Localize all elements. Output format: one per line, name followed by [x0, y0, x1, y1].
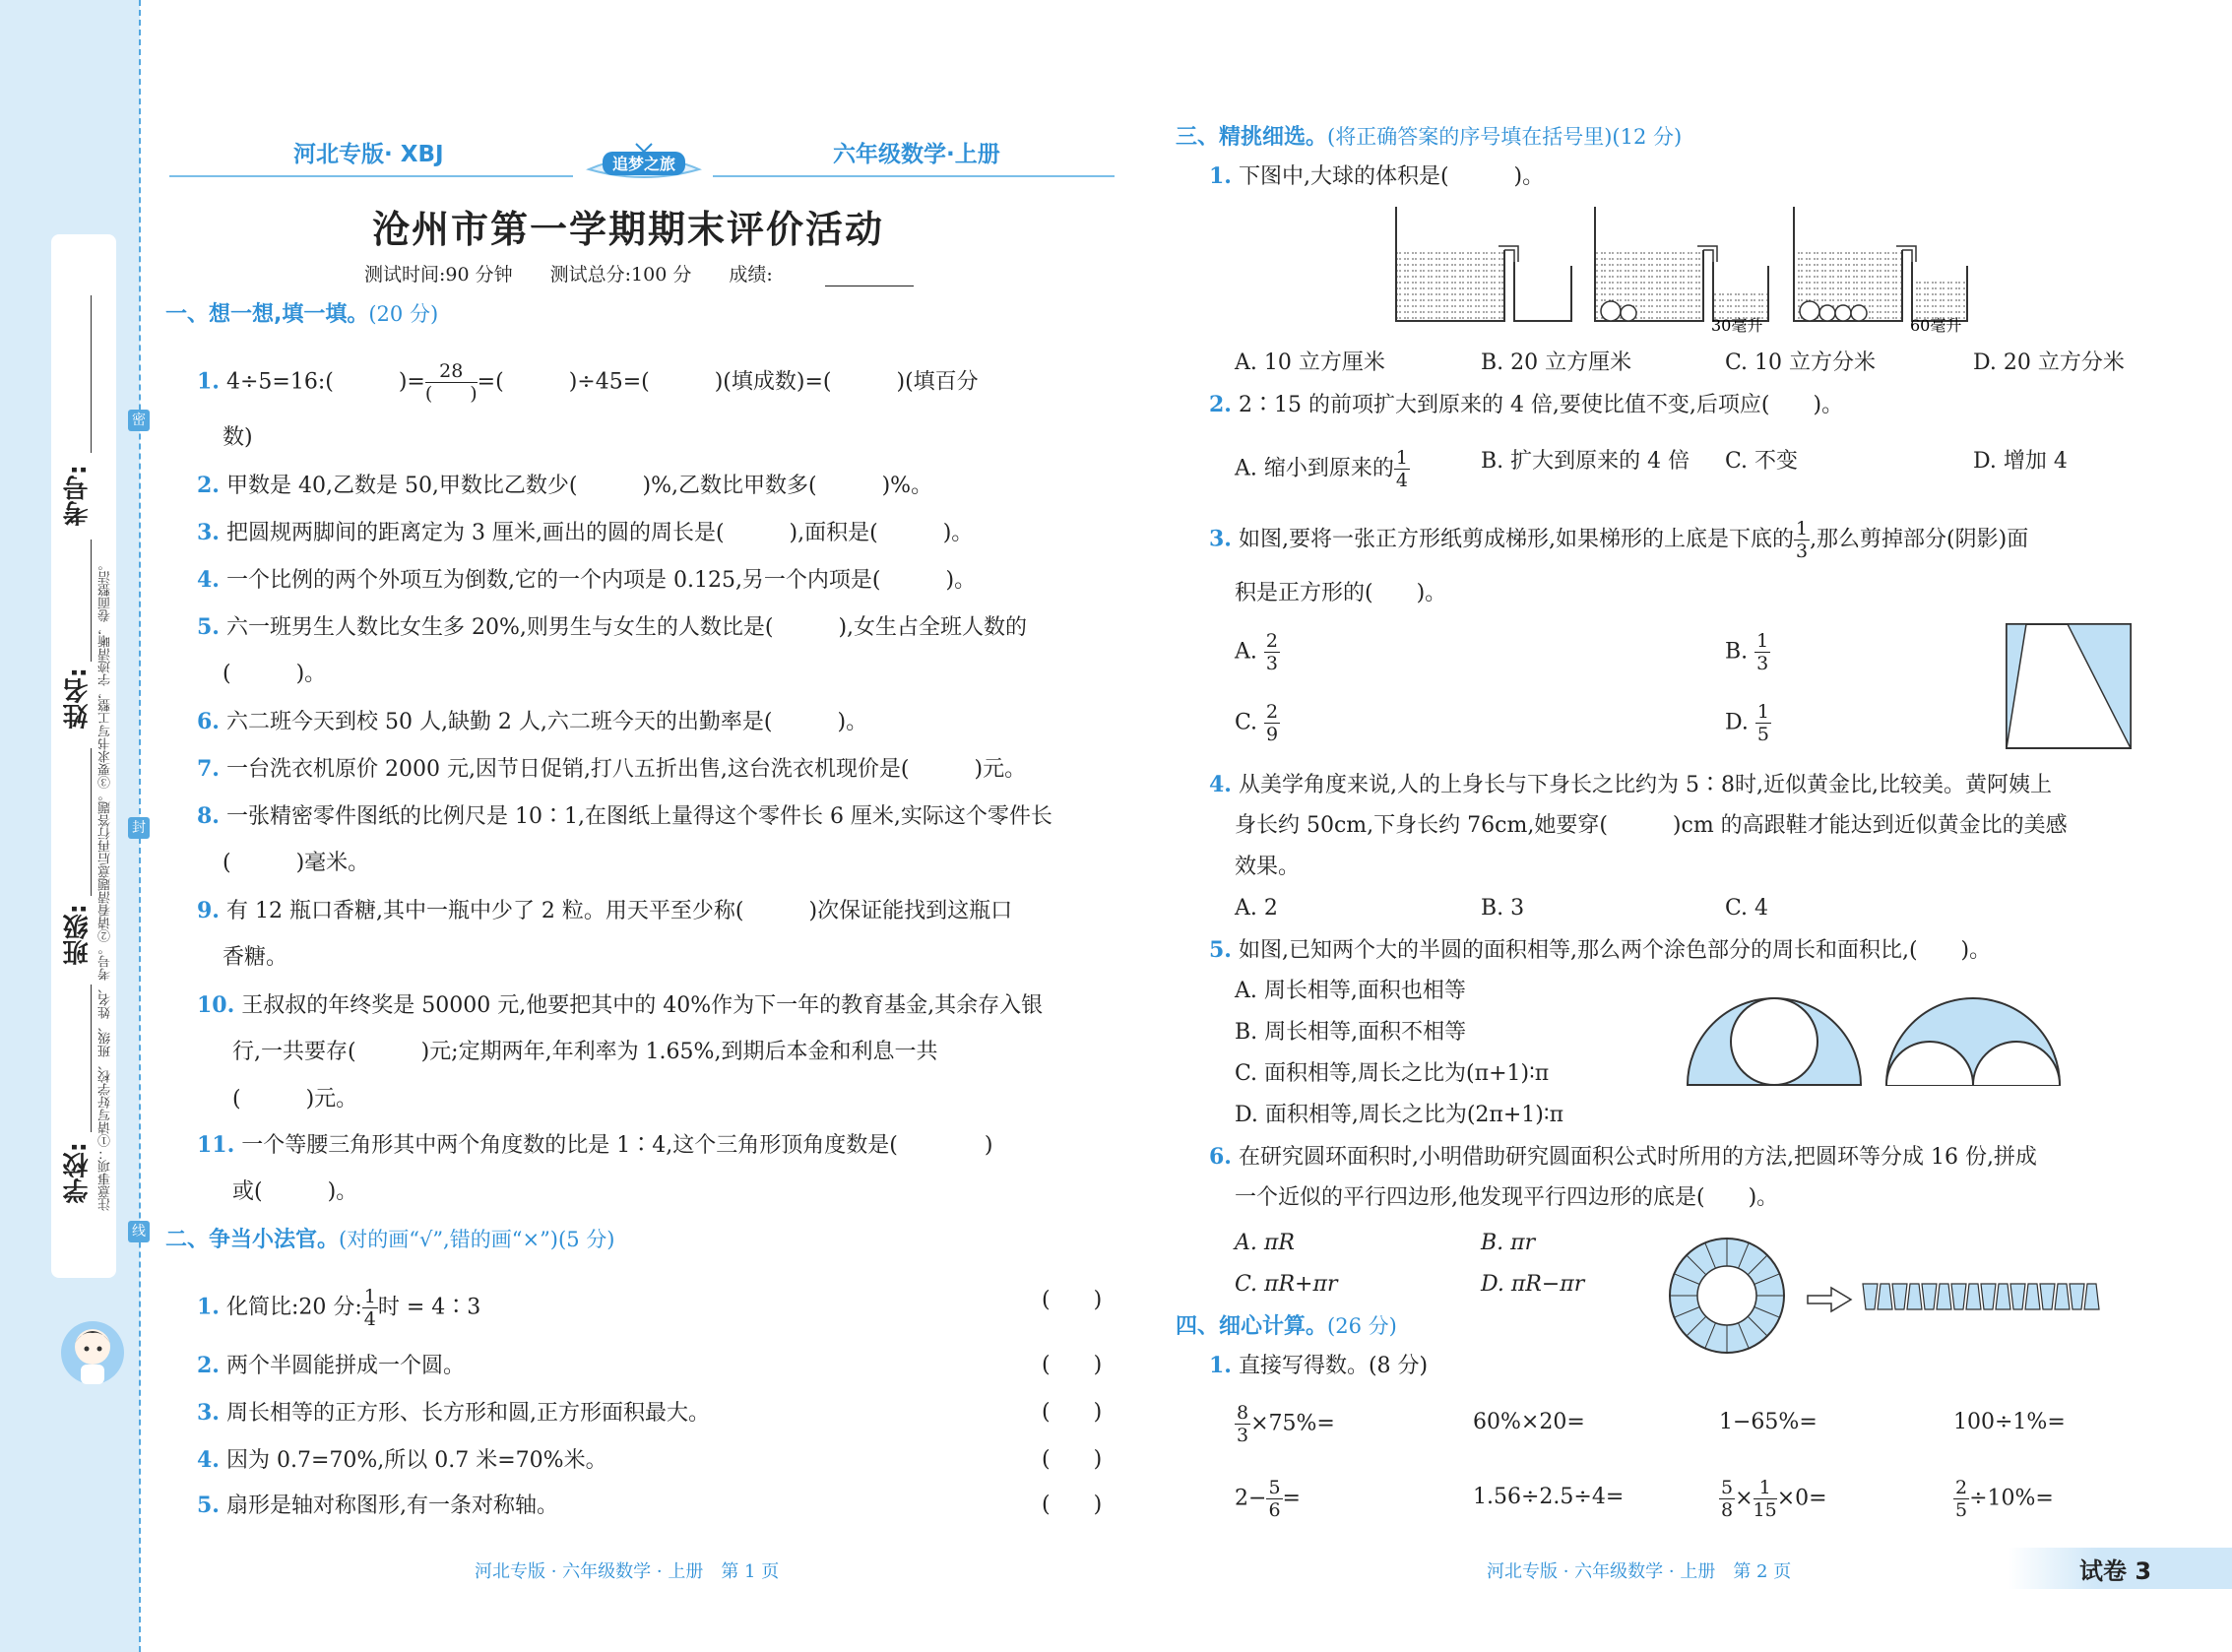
- question-2-3: 3. 周长相等的正方形、长方形和圆,正方形面积最大。: [197, 1400, 710, 1426]
- seal-mark-feng: 封: [128, 817, 150, 839]
- question-1-10-cont2: ( )元。: [232, 1087, 358, 1112]
- calc-4: 100÷1%=: [1953, 1410, 2066, 1434]
- q3-5-option-a[interactable]: A. 周长相等,面积也相等: [1235, 979, 1466, 1003]
- beakers-figure: [1388, 203, 1979, 341]
- question-1-1-cont: 数): [223, 425, 253, 450]
- q3-4-option-c[interactable]: C. 4: [1725, 896, 1769, 921]
- label-school: 学校:: [63, 1142, 93, 1204]
- question-4-1: 1. 直接写得数。(8 分): [1209, 1353, 1429, 1378]
- q3-2-option-c[interactable]: C. 不变: [1725, 449, 1799, 474]
- question-1-10: 10. 王叔叔的年终奖是 50000 元,他要把其中的 40%作为下一年的教育基金,其余存入银: [197, 992, 1044, 1018]
- q3-1-option-a[interactable]: A. 10 立方厘米: [1235, 350, 1385, 375]
- question-3-2: 2. 2∶15 的前项扩大到原来的 4 倍,要使比值不变,后项应( )。: [1209, 392, 1844, 417]
- question-3-4-cont: 身长约 50cm,下身长约 76cm,她要穿( )cm 的高跟鞋才能达到近似黄金比的美感: [1235, 813, 2068, 838]
- beaker-label-30: 30毫升: [1711, 316, 1763, 335]
- calc-5: 2− $\frac{5}{6}$ =: [1235, 1477, 1301, 1521]
- q3-4-option-a[interactable]: A. 2: [1235, 896, 1278, 921]
- question-2-1: 1. 化简比:20 分: $\frac{1}{4}$ 时 = 4∶3: [197, 1286, 481, 1330]
- label-class: 班级:: [63, 904, 93, 966]
- question-1-6: 6. 六二班今天到校 50 人,缺勤 2 人,六二班今天的出勤率是( )。: [197, 709, 868, 734]
- q3-4-option-b[interactable]: B. 3: [1481, 896, 1525, 921]
- q3-3-option-d[interactable]: D. $\frac{1}{5}$: [1725, 701, 1769, 745]
- ring-rearrange-figure: [1666, 1235, 2111, 1357]
- judge-paren-1[interactable]: ( ): [1042, 1288, 1103, 1312]
- q3-6-option-b[interactable]: B. πr: [1481, 1231, 1536, 1255]
- semicircles-figure: [1684, 994, 2066, 1089]
- class-line: [91, 748, 92, 896]
- calc-8: $\frac{2}{5}$ ÷10%=: [1955, 1477, 2054, 1521]
- school-line: [91, 985, 92, 1132]
- q3-5-option-b[interactable]: B. 周长相等,面积不相等: [1235, 1020, 1467, 1045]
- grade-label: 六年级数学·上册: [833, 142, 1000, 167]
- calc-1: $\frac{8}{3}$ ×75%=: [1237, 1402, 1335, 1446]
- question-3-6: 6. 在研究圆环面积时,小明借助研究圆面积公式时所用的方法,把圆环等分成 16 份,拼成: [1209, 1144, 2037, 1170]
- judge-paren-3[interactable]: ( ): [1042, 1400, 1103, 1425]
- label-name: 姓名:: [63, 667, 93, 730]
- footer-page-2: 河北专版 · 六年级数学 · 上册 第 2 页: [1487, 1561, 1792, 1582]
- calc-2: 60%×20=: [1473, 1410, 1585, 1434]
- question-1-11-cont: 或( )。: [232, 1179, 358, 1204]
- question-3-6-cont: 一个近似的平行四边形,他发现平行四边形的底是( )。: [1235, 1185, 1779, 1210]
- q3-3-option-a[interactable]: A. $\frac{2}{3}$: [1235, 630, 1278, 674]
- page-title: 沧州市第一学期期末评价活动: [372, 207, 885, 251]
- judge-paren-2[interactable]: ( ): [1042, 1353, 1103, 1377]
- question-1-8-cont: ( )毫米。: [223, 851, 370, 875]
- question-1-11: 11. 一个等腰三角形其中两个角度数的比是 1∶4,这个三角形顶角度数是( ): [197, 1132, 993, 1158]
- footer-page-1: 河北专版 · 六年级数学 · 上册 第 1 页: [475, 1561, 780, 1582]
- exam-meta: 测试时间:90 分钟 测试总分:100 分 成绩:: [364, 264, 773, 286]
- question-1-9-cont: 香糖。: [223, 945, 288, 970]
- seal-mark-xian: 线: [128, 1221, 150, 1242]
- question-1-10-cont: 行,一共要存( )元;定期两年,年利率为 1.65%,到期后本金和利息一共: [232, 1040, 938, 1064]
- test-paper-badge: 试卷 3: [2079, 1557, 2152, 1585]
- q3-6-option-a[interactable]: A. πR: [1235, 1231, 1295, 1255]
- q3-5-option-d[interactable]: D. 面积相等,周长之比为(2π+1)∶π: [1235, 1103, 1564, 1127]
- question-3-5: 5. 如图,已知两个大的半圆的面积相等,那么两个涂色部分的周长和面积比,( )。: [1209, 937, 1992, 963]
- q3-1-option-d[interactable]: D. 20 立方分米: [1973, 350, 2125, 375]
- q3-6-option-c[interactable]: C. πR+πr: [1235, 1272, 1338, 1297]
- question-1-4: 4. 一个比例的两个外项互为倒数,它的一个内项是 0.125,另一个内项是( )。: [197, 567, 977, 593]
- question-3-4: 4. 从美学角度来说,人的上身长与下身长之比约为 5∶8时,近似黄金比,比较美。黄阿姨上: [1209, 772, 2052, 797]
- question-1-9: 9. 有 12 瓶口香糖,其中一瓶中少了 2 粒。用天平至少称( )次保证能找到这瓶口: [197, 898, 1013, 923]
- mascot-icon: [47, 1309, 142, 1398]
- section-3-title: 三、精挑细选。(将正确答案的序号填在括号里)(12 分): [1176, 125, 1683, 150]
- edition-label: 河北专版· XBJ: [293, 142, 444, 167]
- question-1-1: 1. 4÷5=16:( )= $\frac{28}{( )}$ =( )÷45=( )(填成数)=( )(填百分: [197, 360, 979, 405]
- q3-5-option-c[interactable]: C. 面积相等,周长之比为(π+1)∶π: [1235, 1061, 1550, 1086]
- question-3-1: 1. 下图中,大球的体积是( )。: [1209, 163, 1545, 189]
- question-2-5: 5. 扇形是轴对称图形,有一条对称轴。: [197, 1493, 558, 1518]
- question-1-2: 2. 甲数是 40,乙数是 50,甲数比乙数少( )%,乙数比甲数多( )%。: [197, 473, 933, 498]
- fraction-28: $\frac{28}{( )}$: [424, 360, 478, 405]
- question-3-3-cont: 积是正方形的( )。: [1235, 581, 1447, 605]
- question-2-4: 4. 因为 0.7=70%,所以 0.7 米=70%米。: [197, 1447, 607, 1473]
- judge-paren-4[interactable]: ( ): [1042, 1447, 1103, 1472]
- calc-7: $\frac{5}{8}$ × $\frac{1}{15}$ ×0=: [1721, 1477, 1827, 1521]
- notice-text: 注意事项：①请写好学校、班级、姓名、考号。②请看清题意后再行答题。③要求书写工整，字迹清晰，卷面整洁。: [98, 558, 113, 1211]
- question-1-3: 3. 把圆规两脚间的距离定为 3 厘米,画出的圆的周长是( ),面积是( )。: [197, 520, 974, 545]
- beaker-label-60: 60毫升: [1910, 316, 1962, 335]
- q3-3-option-b[interactable]: B. $\frac{1}{3}$: [1725, 630, 1769, 674]
- square-trapezoid-figure: [2005, 622, 2135, 752]
- header-rule-left: [169, 175, 573, 177]
- seal-mark-mi: 密: [128, 410, 150, 431]
- q3-1-option-c[interactable]: C. 10 立方分米: [1725, 350, 1877, 375]
- judge-paren-5[interactable]: ( ): [1042, 1493, 1103, 1517]
- name-line: [91, 540, 92, 662]
- calc-3: 1−65%=: [1719, 1410, 1817, 1434]
- brand-logo: [583, 140, 705, 185]
- q3-2-option-b[interactable]: B. 扩大到原来的 4 倍: [1481, 449, 1690, 474]
- question-1-5: 5. 六一班男生人数比女生多 20%,则男生与女生的人数比是( ),女生占全班人数的: [197, 614, 1028, 640]
- calc-6: 1.56÷2.5÷4=: [1473, 1485, 1625, 1509]
- header-rule-right: [713, 175, 1115, 177]
- question-1-5-cont: ( )。: [223, 662, 327, 686]
- q3-6-option-d[interactable]: D. πR−πr: [1481, 1272, 1585, 1297]
- question-3-3: 3. 如图,要将一张正方形纸剪成梯形,如果梯形的上底是下底的 $\frac{1}{3}$ ,那么剪掉部分(阴影)面: [1209, 518, 2029, 562]
- section-2-title: 二、争当小法官。(对的画“√”,错的画“×”)(5 分): [165, 1228, 615, 1252]
- question-1-7: 7. 一台洗衣机原价 2000 元,因节日促销,打八五折出售,这台洗衣机现价是( )元。: [197, 756, 1027, 782]
- section-1-title: 一、想一想,填一填。(20 分): [165, 302, 439, 327]
- question-1-8: 8. 一张精密零件图纸的比例尺是 10∶1,在图纸上量得这个零件长 6 厘米,实际这个零件长: [197, 803, 1052, 829]
- question-2-2: 2. 两个半圆能拼成一个圆。: [197, 1353, 465, 1378]
- question-3-4-cont2: 效果。: [1235, 855, 1301, 879]
- q3-3-option-c[interactable]: C. $\frac{2}{9}$: [1235, 701, 1279, 745]
- logo-text: 追梦之旅: [611, 155, 676, 173]
- q3-2-option-d[interactable]: D. 增加 4: [1973, 449, 2068, 474]
- section-4-title: 四、细心计算。(26 分): [1176, 1314, 1397, 1339]
- q3-2-option-a[interactable]: A. 缩小到原来的 $\frac{1}{4}$: [1235, 447, 1408, 491]
- exam-number-line: [91, 295, 92, 453]
- label-exam-number: 考号:: [63, 465, 93, 527]
- rearranged-strip: [1863, 1284, 2099, 1309]
- q3-1-option-b[interactable]: B. 20 立方厘米: [1481, 350, 1632, 375]
